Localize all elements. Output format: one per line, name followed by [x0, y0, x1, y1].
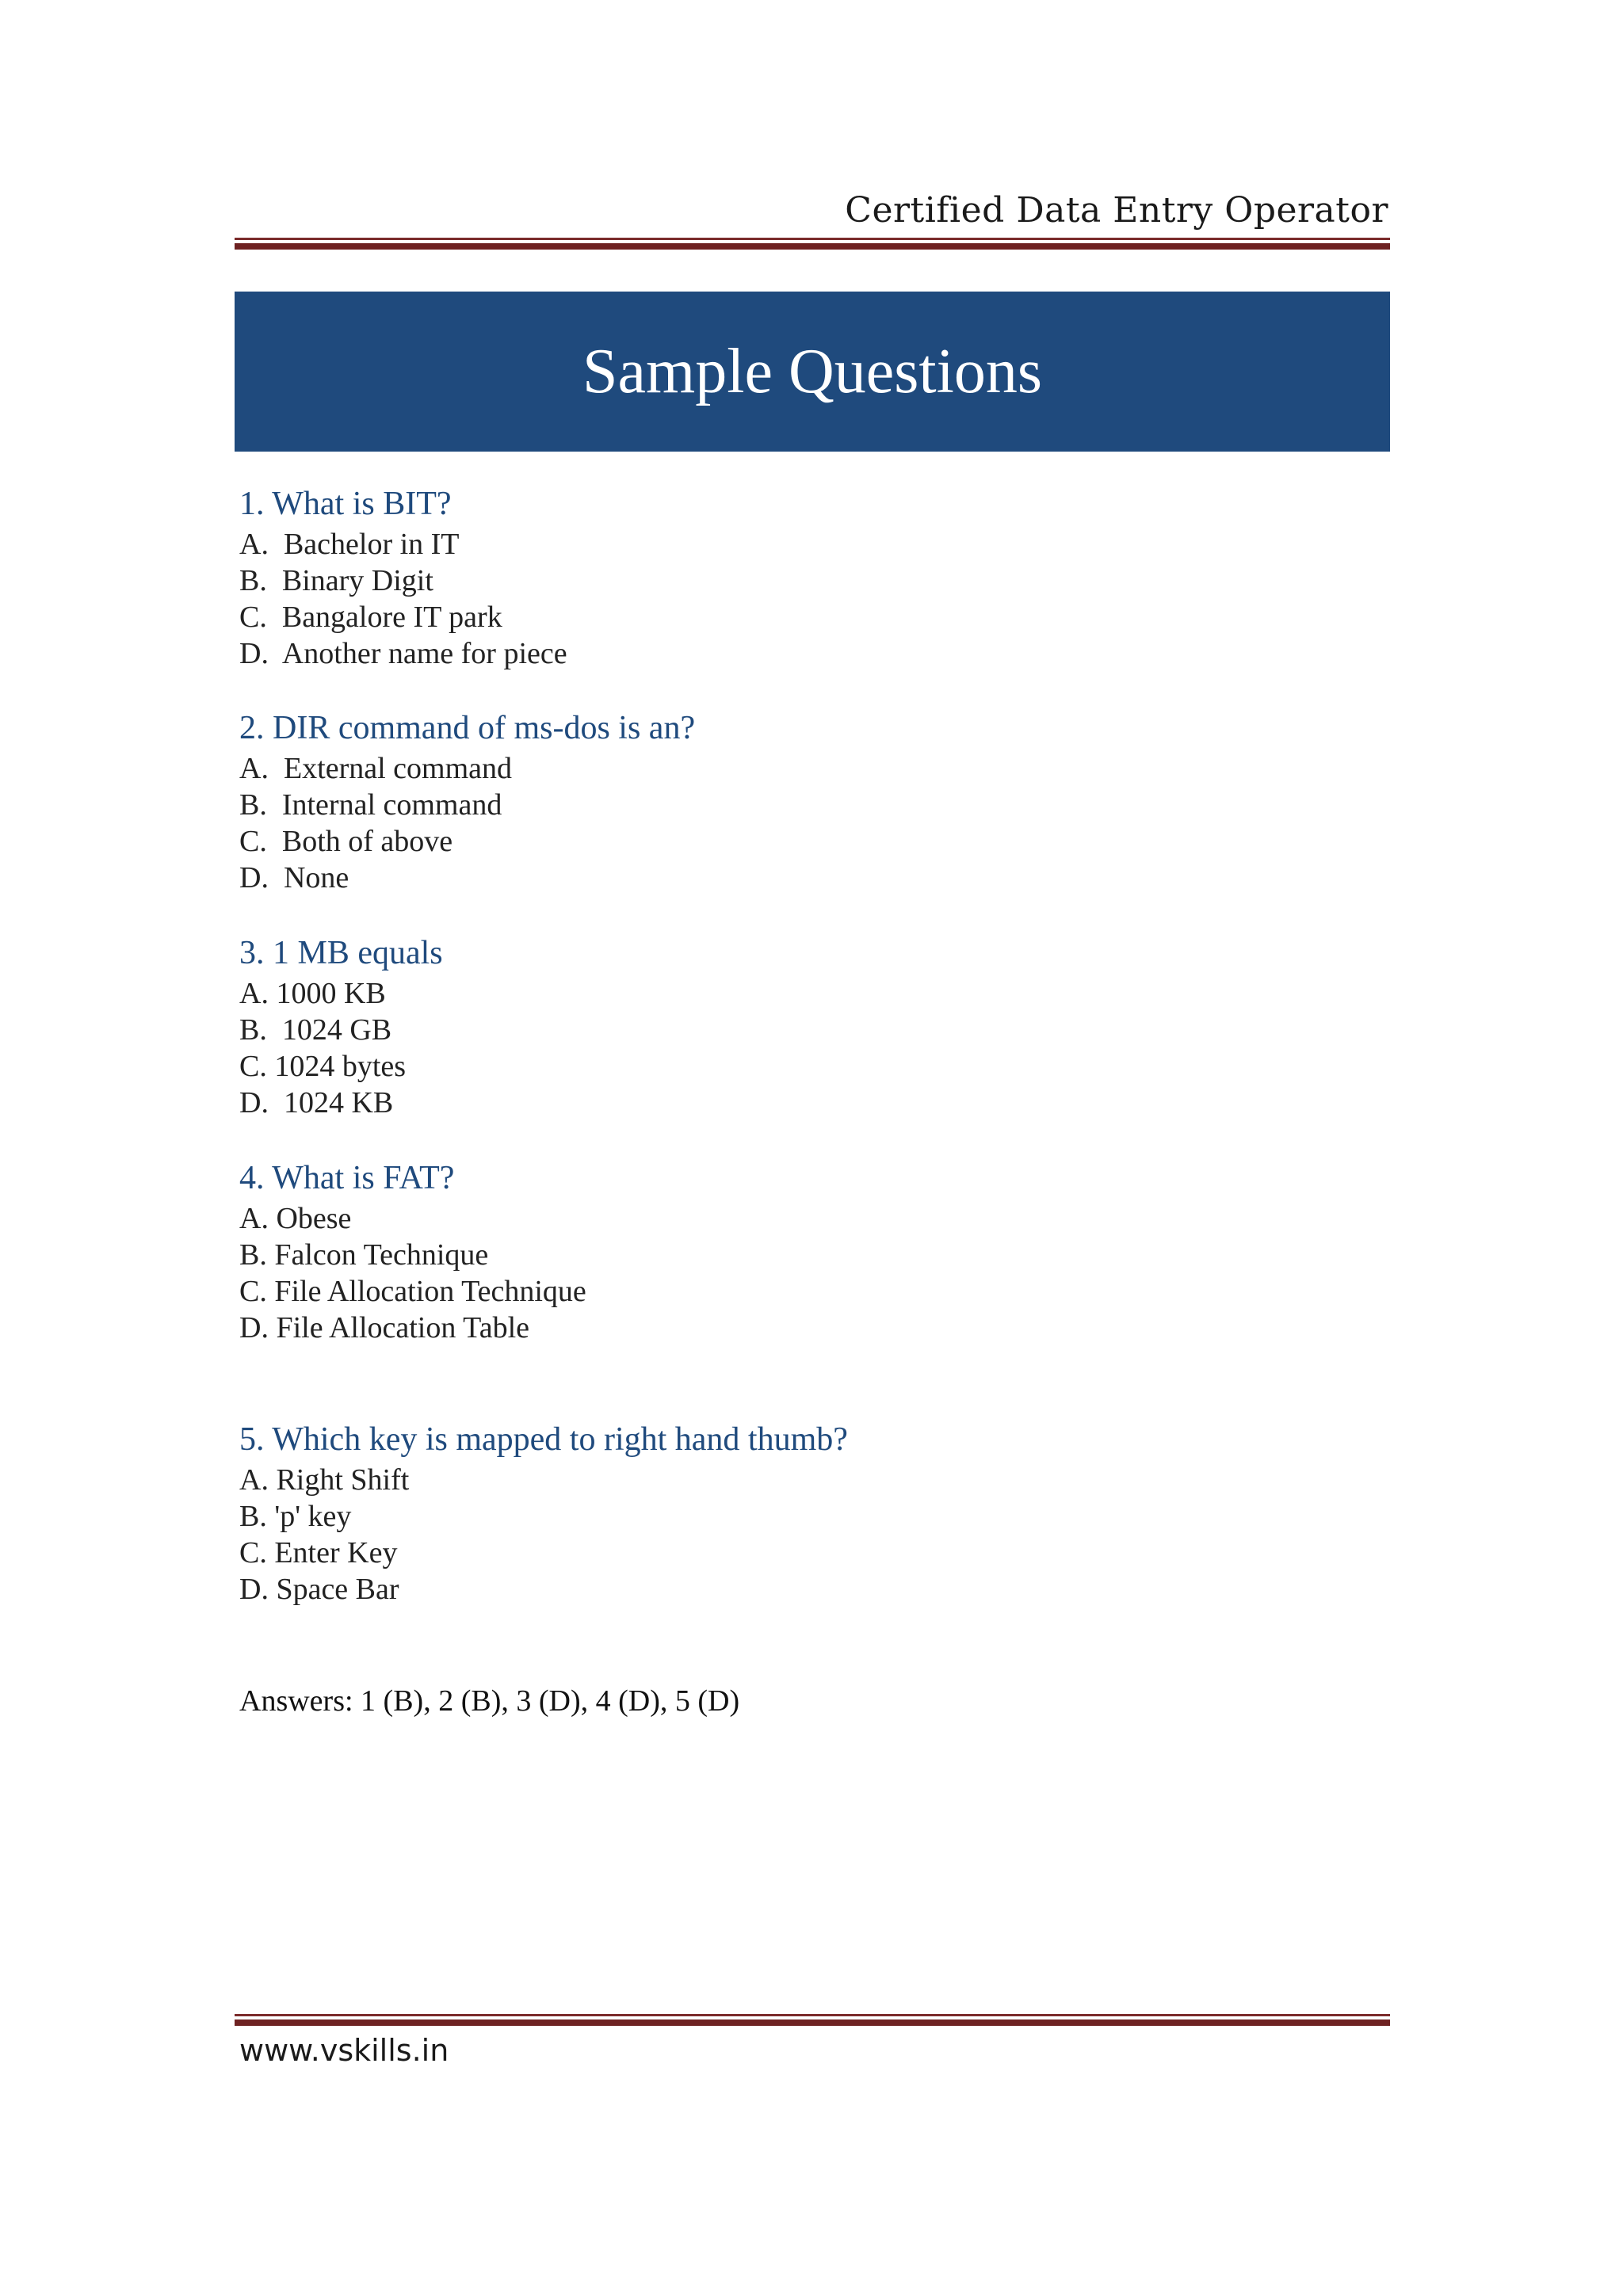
option-d: D. None: [239, 861, 349, 894]
question-text: 2. DIR command of ms-dos is an?: [239, 710, 696, 746]
option-c: C. Both of above: [239, 825, 453, 858]
option-a: A. 1000 KB: [239, 977, 386, 1010]
option-b: B. Binary Digit: [239, 564, 433, 597]
option-c: C. File Allocation Technique: [239, 1275, 586, 1308]
footer-rule: [235, 2014, 1390, 2026]
option-b: B. 'p' key: [239, 1500, 352, 1533]
banner-title: Sample Questions: [582, 336, 1042, 406]
option-d: D. File Allocation Table: [239, 1311, 530, 1344]
question-3: [239, 931, 1381, 1121]
question-5: [239, 1417, 1381, 1608]
header-title: Certified Data Entry Operator: [845, 190, 1388, 231]
option-d: D. Another name for piece: [239, 637, 567, 670]
footer-url[interactable]: www.vskills.in: [239, 2033, 449, 2068]
option-b: B. Internal command: [239, 788, 502, 822]
question-1: [239, 482, 1381, 672]
question-text: 1. What is BIT?: [239, 486, 452, 522]
question-text: 3. 1 MB equals: [239, 935, 443, 971]
option-c: C. Bangalore IT park: [239, 601, 502, 634]
option-c: C. 1024 bytes: [239, 1050, 407, 1083]
option-a: A. External command: [239, 752, 513, 785]
question-2: [239, 706, 1381, 896]
question-text: 4. What is FAT?: [239, 1160, 455, 1196]
question-4: [239, 1156, 1381, 1346]
option-d: D. 1024 KB: [239, 1086, 394, 1119]
header-rule: [235, 238, 1390, 250]
option-a: A. Bachelor in IT: [239, 528, 460, 561]
option-b: B. 1024 GB: [239, 1013, 392, 1047]
question-text: 5. Which key is mapped to right hand thumb?: [239, 1421, 848, 1458]
option-a: A. Right Shift: [239, 1463, 410, 1497]
option-b: B. Falcon Technique: [239, 1238, 489, 1272]
option-d: D. Space Bar: [239, 1573, 399, 1606]
title-banner: [235, 292, 1390, 452]
option-c: C. Enter Key: [239, 1536, 398, 1569]
option-a: A. Obese: [239, 1202, 352, 1235]
answer-key: Answers: 1 (B), 2 (B), 3 (D), 4 (D), 5 (D): [239, 1684, 740, 1718]
